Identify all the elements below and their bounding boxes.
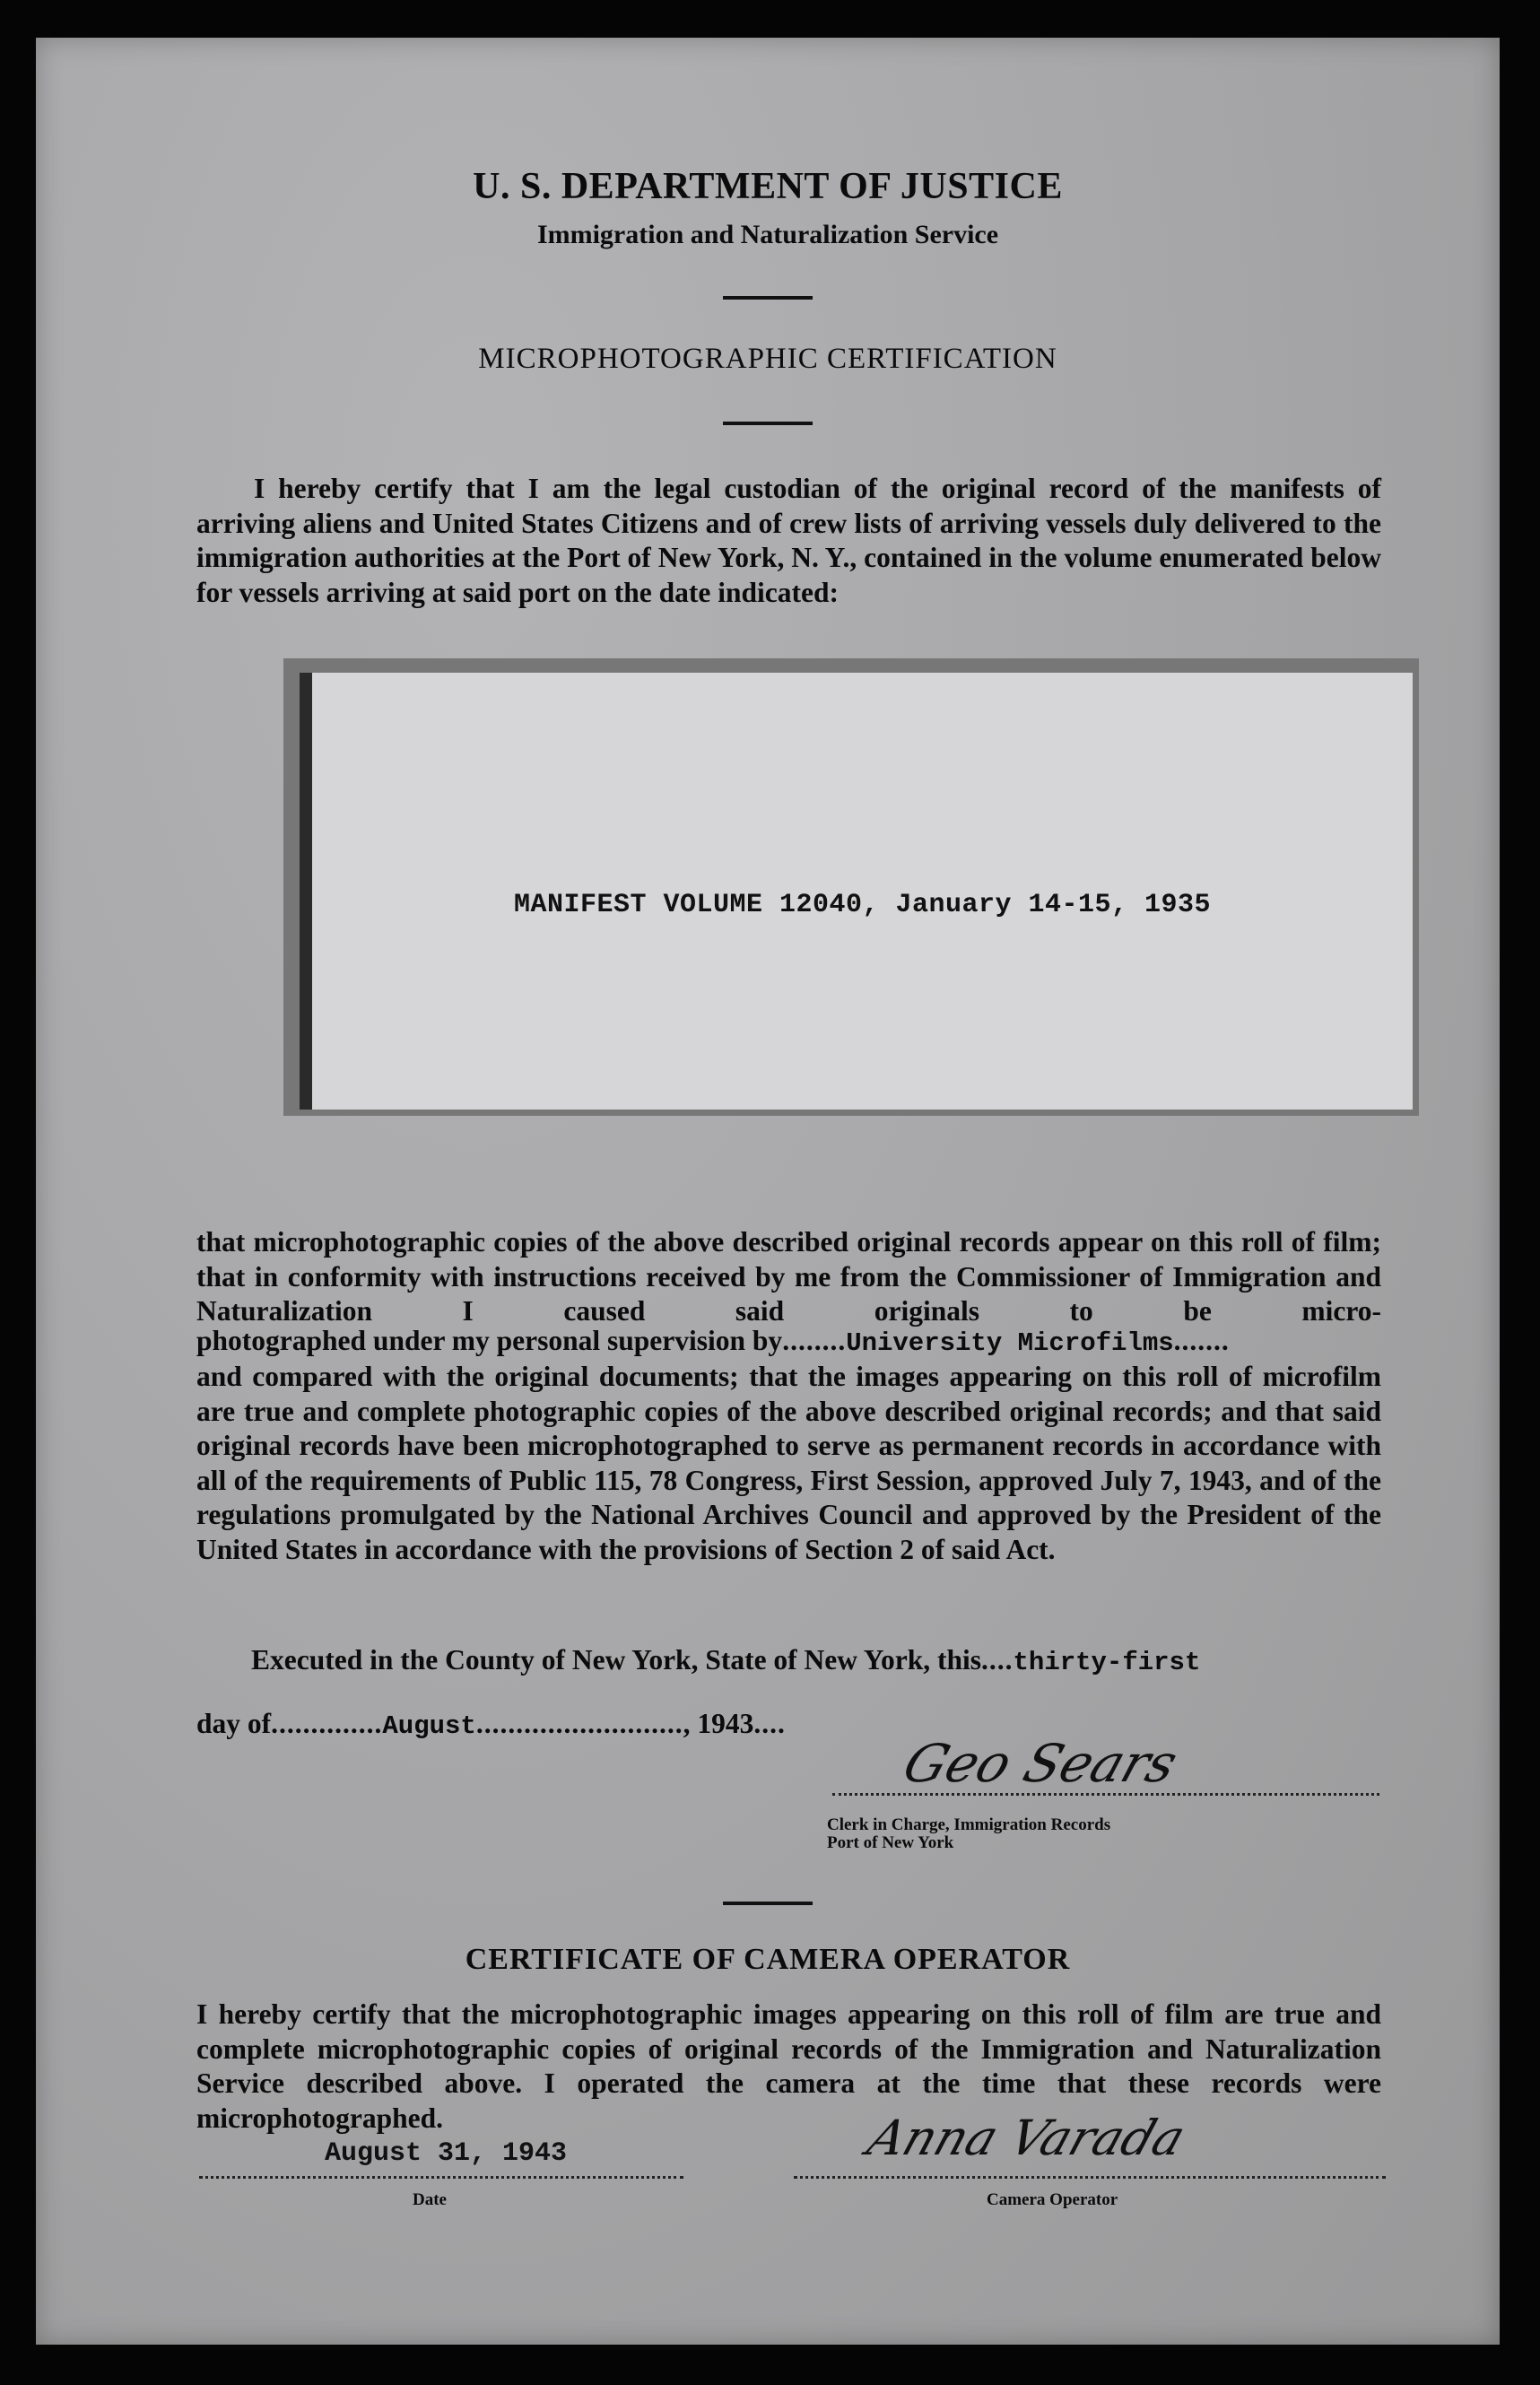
operator-signature-line xyxy=(794,2176,1386,2179)
intro-paragraph: I hereby certify that I am the legal custodian of the original record of the manifests of arriving aliens and United States Citizens and of crew lists of arriving vessels duly delivered to the immigration authorities at the Port of New York, N. Y., contained in the volume enumerated below for vessels arriving at said port on the date indicated: xyxy=(196,473,1381,608)
manifest-volume-label: MANIFEST VOLUME 12040, January 14-15, 1935 xyxy=(513,890,1212,920)
operator-signature: Anna Varada xyxy=(860,2110,1193,2166)
record-card xyxy=(300,673,1413,1110)
execution-year: , 1943 xyxy=(683,1708,754,1739)
supervision-prefix: photographed under my personal supervision by xyxy=(196,1325,783,1356)
body-paragraph-part1: that microphotographic copies of the above described original records appear on this roll of film; that in conformity with instructions received by me from the Commissioner of Immigration and Naturalization I caused said originals to be micro- xyxy=(196,1226,1381,1327)
certification-title: MICROPHOTOGRAPHIC CERTIFICATION xyxy=(478,343,1057,375)
camera-certificate-title: CERTIFICATE OF CAMERA OPERATOR xyxy=(465,1943,1071,1976)
body-paragraph-part2: and compared with the original documents; that the images appearing on this roll of microfilm are true and complete photographic copies of the above described original records; and that said original records have been microphotographed to serve as permanent records in accordance with all of the requirements of Public 115, 78 Congress, First Session, approved July 7, 1943, and of the regulations promulgated by the National Archives Council and approved by the President of the United States in accordance with the provisions of Section 2 of said Act. xyxy=(196,1361,1381,1565)
execution-prefix: Executed in the County of New York, State of New York, this xyxy=(251,1644,982,1676)
clerk-port: Port of New York xyxy=(827,1833,954,1852)
execution-line: Executed in the County of New York, State of New York, this....thirty-first xyxy=(251,1644,1201,1677)
divider-rule xyxy=(723,296,813,300)
certificate-page xyxy=(36,38,1500,2345)
clerk-title: Clerk in Charge, Immigration Records xyxy=(827,1815,1111,1834)
operator-caption: Camera Operator xyxy=(987,2190,1118,2209)
day-of-label: day of xyxy=(196,1708,272,1739)
supervision-by-value: University Microfilms xyxy=(846,1328,1174,1358)
divider-rule xyxy=(723,1902,813,1905)
date-line xyxy=(199,2176,683,2179)
clerk-signature: Geo Sears xyxy=(895,1733,1186,1794)
divider-rule xyxy=(723,422,813,425)
supervision-line: photographed under my personal supervision by........University Microfilms....... xyxy=(196,1325,1230,1358)
department-heading: U. S. DEPARTMENT OF JUSTICE xyxy=(473,166,1063,207)
certificate-date-value: August 31, 1943 xyxy=(325,2138,568,2169)
execution-month-value: August xyxy=(382,1711,476,1741)
execution-day-value: thirty-first xyxy=(1013,1648,1201,1677)
day-of-line: day of..............August.........................., 1943.... xyxy=(196,1708,786,1741)
service-subheading: Immigration and Naturalization Service xyxy=(536,220,999,249)
camera-certificate-text: I hereby certify that the microphotographic images appearing on this roll of film are true and complete microphotographic copies of original records of the Immigration and Naturalization Service described above. I operated the camera at the time that these records were microphotographed. xyxy=(196,1998,1381,2134)
date-caption: Date xyxy=(413,2190,447,2209)
